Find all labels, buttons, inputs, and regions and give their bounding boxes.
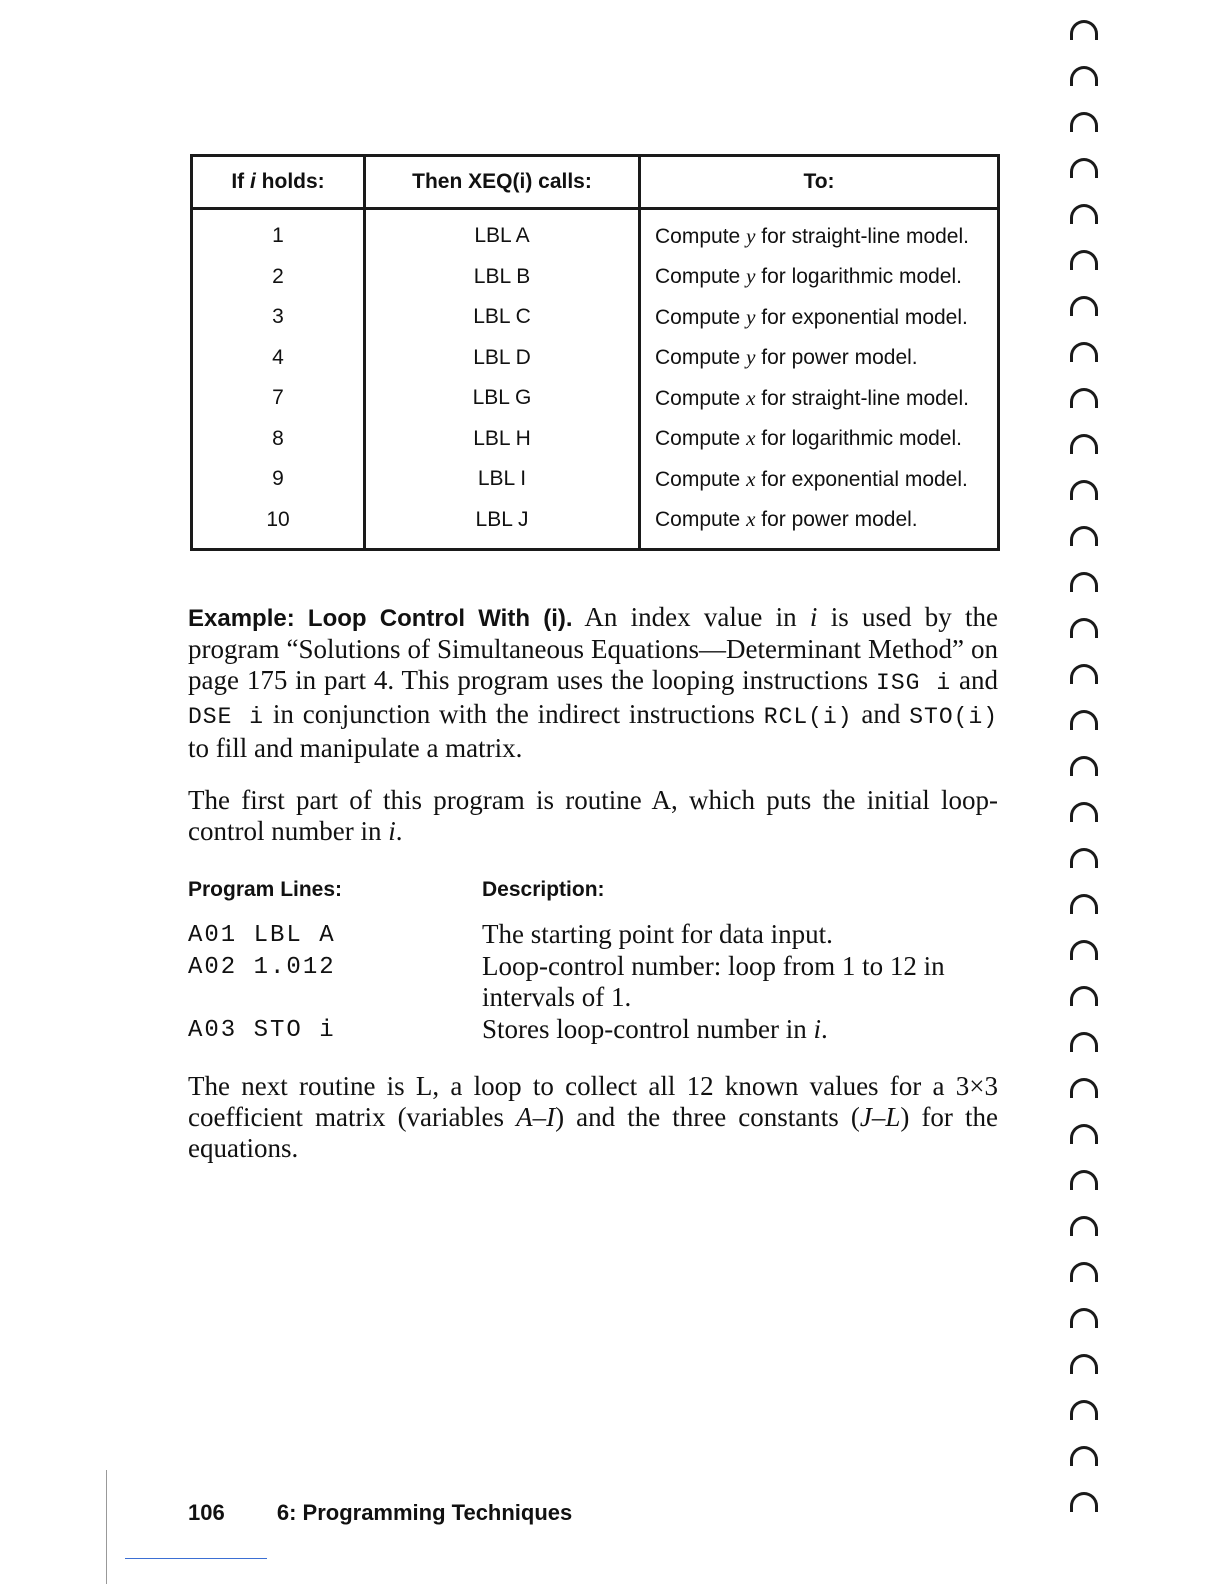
example-paragraph: Example: Loop Control With (i). An index value in i is used by the program “Solutions of Simultaneous Equations—Determinant Method” on page 175 in part 4. This program uses the looping instructions ISG i and DSE i in conjunction with the indirect instructions RCL(i) and STO(i) to fill and manipulate a matrix. (188, 602, 999, 763)
table-row (192, 297, 999, 338)
code-dse: DSE i (188, 704, 265, 730)
table-row (192, 378, 999, 419)
table-header-row (192, 156, 999, 209)
table-row (192, 257, 999, 298)
table-row (192, 500, 999, 550)
cell-i-value: 9 (192, 459, 365, 500)
cell-description: Compute x for straight-line model. (655, 385, 969, 410)
code-rcl: RCL(i) (763, 704, 853, 730)
binding-ring-icon (1070, 1492, 1098, 1512)
binding-ring-icon (1070, 250, 1098, 270)
binding-ring-icon (1070, 1446, 1098, 1466)
table-row (192, 209, 999, 257)
header-then-xeq: Then XEQ(i) calls: (365, 156, 640, 209)
binding-ring-icon (1070, 986, 1098, 1006)
code-isg: ISG i (876, 670, 952, 696)
cell-description: Compute x for exponential model. (655, 466, 968, 491)
cell-i-value: 8 (192, 419, 365, 460)
binding-ring-icon (1070, 66, 1098, 86)
cell-i-value: 3 (192, 297, 365, 338)
chapter-title: 6: Programming Techniques (276, 1500, 573, 1525)
binding-ring-icon (1070, 802, 1098, 822)
cell-description: Compute x for power model. (655, 507, 918, 532)
binding-ring-icon (1070, 618, 1098, 638)
cell-label: LBL D (365, 338, 640, 379)
header-if-i-holds: If i holds: (192, 156, 365, 209)
cell-i-value: 1 (192, 209, 365, 257)
next-routine-paragraph: The next routine is L, a loop to collect all 12 known values for a 3×3 coefficient matrix (variables A–I) and the three constants (J–L) for the equations. (188, 1071, 998, 1163)
binding-ring-icon (1070, 1308, 1098, 1328)
page-number: 106 (188, 1500, 225, 1525)
binding-ring-icon (1070, 1400, 1098, 1420)
program-desc-a02: Loop-control number: loop from 1 to 12 in intervals of 1. (482, 951, 945, 1012)
program-lines-heading: Program Lines: (188, 878, 343, 901)
header-to: To: (640, 156, 999, 209)
cell-description: Compute y for power model. (655, 345, 918, 370)
program-desc-a01: The starting point for data input. (482, 919, 833, 949)
program-line-a03: A03 STO i (188, 1017, 336, 1044)
binding-ring-icon (1070, 1170, 1098, 1190)
binding-ring-icon (1070, 1124, 1098, 1144)
page-footer (188, 1500, 572, 1526)
binding-ring-icon (1070, 710, 1098, 730)
binding-ring-icon (1070, 526, 1098, 546)
binding-ring-icon (1070, 434, 1098, 454)
cell-label: LBL J (365, 500, 640, 550)
cell-i-value: 4 (192, 338, 365, 379)
cell-label: LBL B (365, 257, 640, 298)
binding-ring-icon (1070, 204, 1098, 224)
binding-ring-icon (1070, 112, 1098, 132)
cell-description: Compute y for logarithmic model. (655, 264, 962, 289)
program-line-a01: A01 LBL A (188, 922, 336, 949)
example-heading: Example: Loop Control With (i). (188, 605, 573, 632)
program-desc-a03: Stores loop-control number in i. (482, 1014, 828, 1044)
cell-label: LBL C (365, 297, 640, 338)
cell-i-value: 10 (192, 500, 365, 550)
cell-label: LBL G (365, 378, 640, 419)
cell-label: LBL H (365, 419, 640, 460)
cell-label: LBL I (365, 459, 640, 500)
binding-ring-icon (1070, 1216, 1098, 1236)
description-heading: Description: (482, 878, 605, 901)
cell-description: Compute x for logarithmic model. (655, 426, 962, 451)
binding-ring-icon (1070, 1078, 1098, 1098)
binding-ring-icon (1070, 342, 1098, 362)
xeq-lookup-table (190, 154, 1000, 551)
binding-ring-icon (1070, 756, 1098, 776)
cell-i-value: 2 (192, 257, 365, 298)
first-part-paragraph: The first part of this program is routine A, which puts the initial loop-control number in i. (188, 785, 998, 846)
binding-ring-icon (1070, 296, 1098, 316)
binding-ring-icon (1070, 1032, 1098, 1052)
binding-ring-icon (1070, 158, 1098, 178)
cell-label: LBL A (365, 209, 640, 257)
binding-ring-icon (1070, 848, 1098, 868)
binding-ring-icon (1070, 480, 1098, 500)
bottom-rule (125, 1558, 267, 1559)
binding-ring-icon (1070, 940, 1098, 960)
code-sto: STO(i) (909, 704, 999, 730)
margin-rule (106, 1470, 107, 1584)
cell-i-value: 7 (192, 378, 365, 419)
table-row (192, 338, 999, 379)
program-line-a02: A02 1.012 (188, 954, 336, 981)
table-row (192, 459, 999, 500)
binding-ring-icon (1070, 572, 1098, 592)
binding-ring-icon (1070, 664, 1098, 684)
table-row (192, 419, 999, 460)
binding-ring-icon (1070, 894, 1098, 914)
cell-description: Compute y for exponential model. (655, 304, 968, 329)
binding-ring-icon (1070, 20, 1098, 40)
cell-description: Compute y for straight-line model. (655, 223, 969, 248)
binding-ring-icon (1070, 388, 1098, 408)
binding-ring-icon (1070, 1354, 1098, 1374)
binding-ring-icon (1070, 1262, 1098, 1282)
